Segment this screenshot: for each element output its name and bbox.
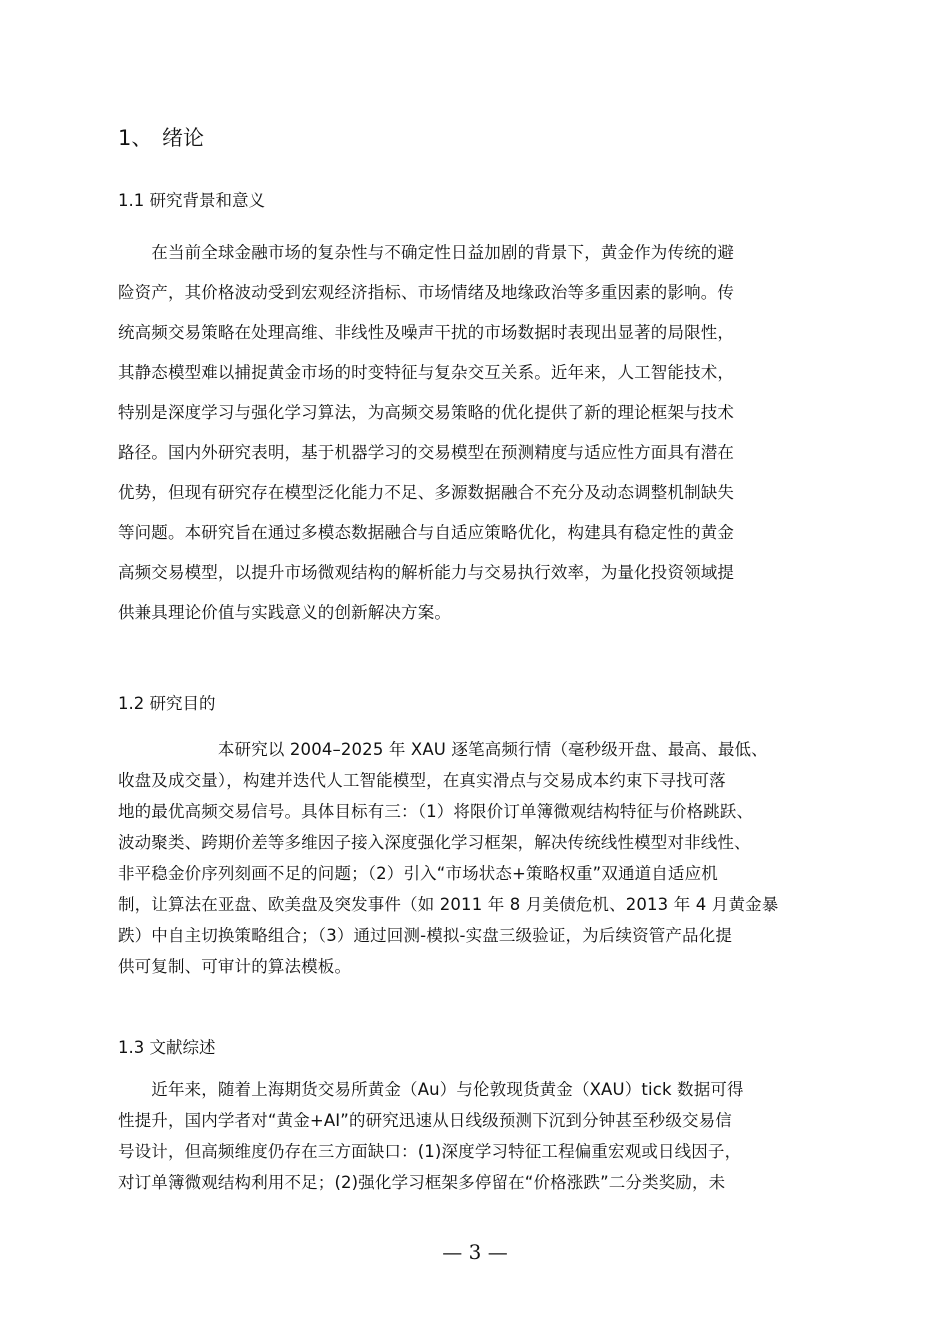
section-1-1-paragraph [118, 233, 838, 633]
paragraph-line: 收盘及成交量），构建并迭代人工智能模型，在真实滑点与交易成本约束下寻找可落 [118, 771, 726, 790]
chapter-heading [118, 124, 204, 152]
paragraph-line: 波动聚类、跨期价差等多维因子接入深度强化学习框架，解决传统线性模型对非线性、 [118, 833, 751, 852]
paragraph-line: 制，让算法在亚盘、欧美盘及突发事件（如 2011 年 8 月美债危机、2013 年 4 月黄金暴 [118, 895, 779, 914]
section-heading-1-2: 1.2 研究目的 [118, 694, 216, 713]
paragraph-line: 在当前全球金融市场的复杂性与不确定性日益加剧的背景下，黄金作为传统的避 [118, 243, 735, 262]
paragraph-line: 本研究以 2004–2025 年 XAU 逐笔高频行情（毫秒级开盘、最高、最低、 [118, 740, 768, 759]
chapter-number: 1、 [118, 126, 153, 150]
paragraph-line: 近年来，随着上海期货交易所黄金（Au）与伦敦现货黄金（XAU）tick 数据可得 [118, 1080, 744, 1099]
page-number: — 3 — [442, 1240, 508, 1264]
section-heading-1-1: 1.1 研究背景和意义 [118, 191, 265, 210]
paragraph-line: 路径。国内外研究表明，基于机器学习的交易模型在预测精度与适应性方面具有潜在 [118, 443, 735, 462]
paragraph-line: 统高频交易策略在处理高维、非线性及噪声干扰的市场数据时表现出显著的局限性， [118, 323, 735, 342]
section-1-3-paragraph [118, 1074, 838, 1198]
paragraph-line: 对订单簿微观结构利用不足；(2)强化学习框架多停留在“价格涨跌”二分类奖励，未 [118, 1173, 726, 1192]
chapter-title: 绪论 [162, 126, 204, 150]
section-1-2-paragraph [118, 734, 838, 982]
paragraph-line: 等问题。本研究旨在通过多模态数据融合与自适应策略优化，构建具有稳定性的黄金 [118, 523, 735, 542]
paragraph-line: 号设计，但高频维度仍存在三方面缺口：(1)深度学习特征工程偏重宏观或日线因子， [118, 1142, 742, 1161]
paragraph-line: 险资产，其价格波动受到宏观经济指标、市场情绪及地缘政治等多重因素的影响。传 [118, 283, 735, 302]
paragraph-line: 地的最优高频交易信号。具体目标有三：（1）将限价订单簿微观结构特征与价格跳跃、 [118, 802, 754, 821]
paragraph-line: 特别是深度学习与强化学习算法，为高频交易策略的优化提供了新的理论框架与技术 [118, 403, 735, 422]
paragraph-line: 供兼具理论价值与实践意义的创新解决方案。 [118, 603, 451, 622]
paragraph-line: 其静态模型难以捕捉黄金市场的时变特征与复杂交互关系。近年来，人工智能技术， [118, 363, 735, 382]
paragraph-line: 高频交易模型，以提升市场微观结构的解析能力与交易执行效率，为量化投资领域提 [118, 563, 735, 582]
paragraph-line: 性提升，国内学者对“黄金+AI”的研究迅速从日线级预测下沉到分钟甚至秒级交易信 [118, 1111, 732, 1130]
paragraph-line: 非平稳金价序列刻画不足的问题；（2）引入“市场状态+策略权重”双通道自适应机 [118, 864, 718, 883]
paragraph-line: 跌）中自主切换策略组合；（3）通过回测-模拟-实盘三级验证，为后续资管产品化提 [118, 926, 733, 945]
paragraph-line: 供可复制、可审计的算法模板。 [118, 957, 352, 976]
section-heading-1-3: 1.3 文献综述 [118, 1038, 216, 1057]
paragraph-line: 优势，但现有研究存在模型泛化能力不足、多源数据融合不充分及动态调整机制缺失 [118, 483, 735, 502]
